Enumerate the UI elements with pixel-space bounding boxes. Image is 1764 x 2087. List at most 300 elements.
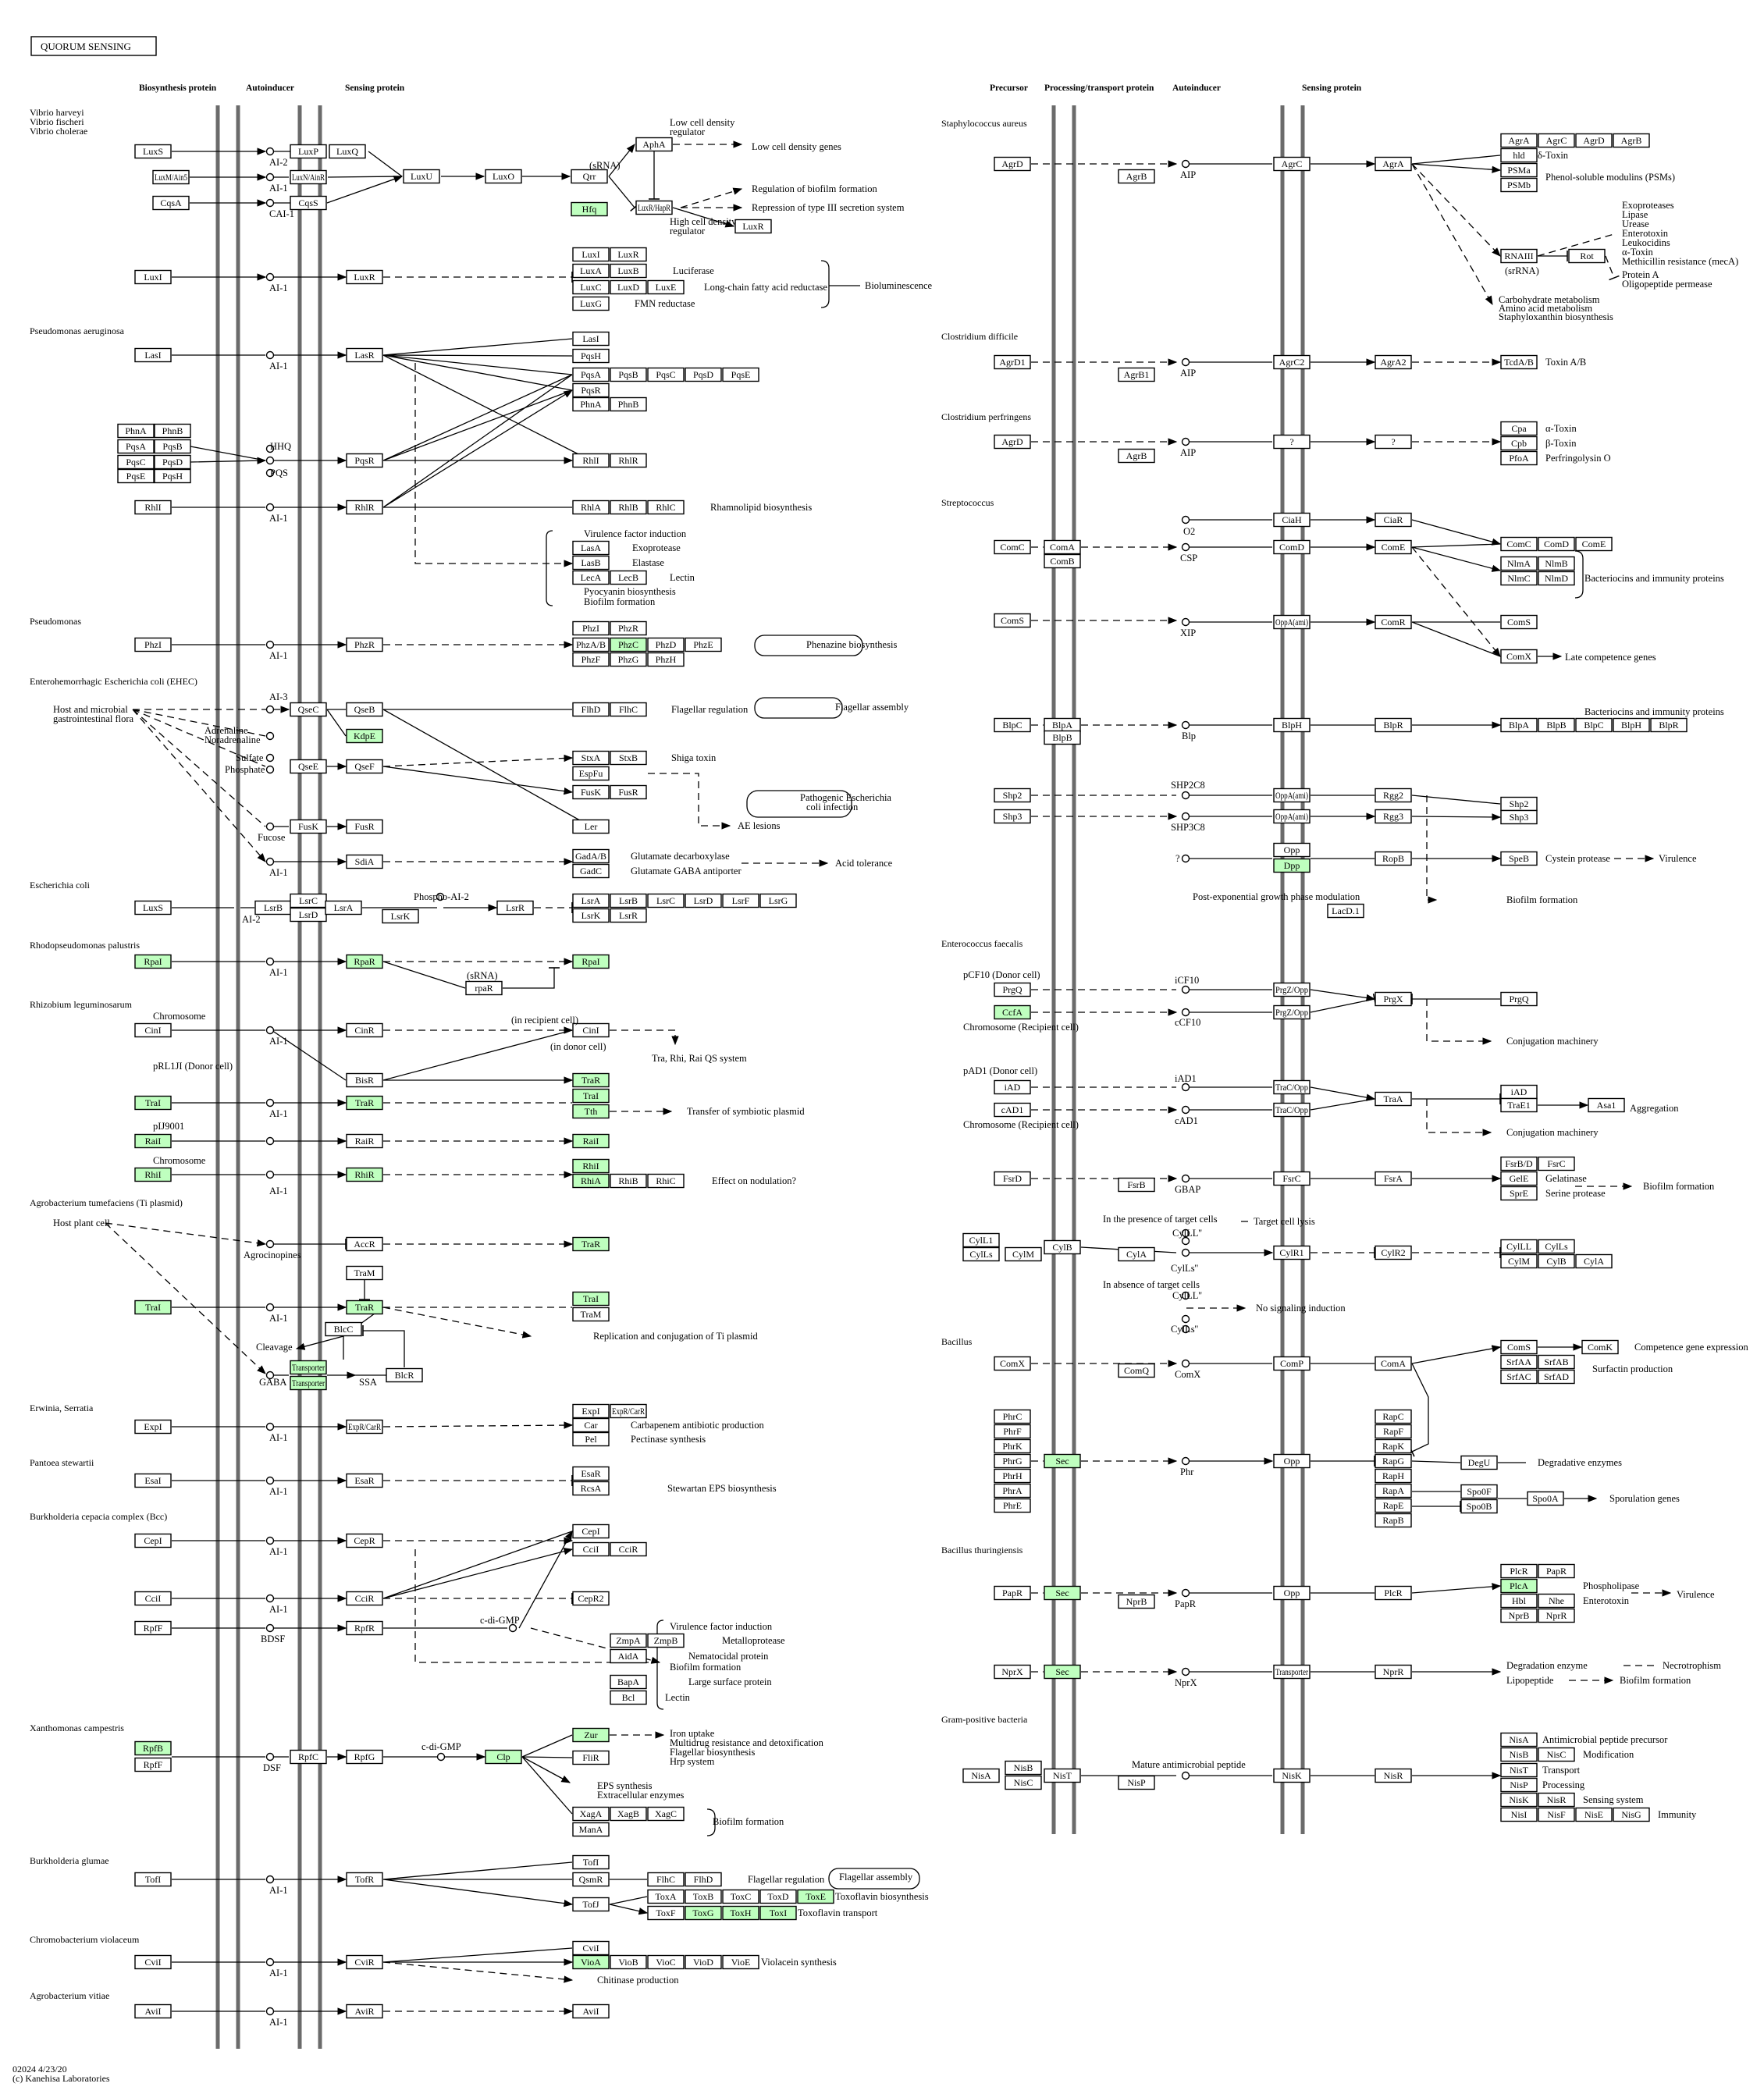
gene-box[interactable]: [347, 1267, 382, 1280]
gene-box[interactable]: [1613, 719, 1649, 732]
gene-box[interactable]: [610, 265, 646, 278]
gene-box[interactable]: [1375, 719, 1411, 732]
gene-box[interactable]: [573, 281, 609, 294]
gene-box[interactable]: [135, 349, 171, 362]
gene-box[interactable]: [573, 1482, 609, 1495]
gene-box[interactable]: [571, 170, 607, 183]
gene-box[interactable]: [1501, 719, 1537, 732]
gene-box[interactable]: [685, 894, 721, 908]
gene-box[interactable]: [404, 170, 439, 183]
gene-box[interactable]: [290, 703, 326, 716]
gene-box[interactable]: [1501, 1609, 1537, 1623]
gene-box[interactable]: [135, 2005, 171, 2018]
gene-box[interactable]: [1501, 993, 1537, 1006]
gene-box[interactable]: [610, 368, 646, 382]
gene-box[interactable]: [648, 501, 684, 514]
gene-box[interactable]: [1119, 1179, 1154, 1192]
gene-box[interactable]: [347, 1097, 382, 1110]
gene-box[interactable]: [347, 1592, 382, 1605]
gene-box[interactable]: [1274, 844, 1310, 857]
gene-box[interactable]: [994, 1470, 1030, 1483]
gene-box[interactable]: [573, 1160, 609, 1173]
gene-box[interactable]: [610, 501, 646, 514]
gene-box[interactable]: [1375, 1246, 1411, 1260]
gene-box[interactable]: [573, 1024, 609, 1037]
gene-box[interactable]: [573, 1808, 609, 1821]
gene-box[interactable]: [1613, 134, 1649, 148]
gene-box[interactable]: [610, 398, 646, 411]
gene-box[interactable]: [1119, 170, 1154, 183]
gene-box[interactable]: [573, 1292, 609, 1306]
gene-box[interactable]: [1501, 1086, 1537, 1099]
gene-box[interactable]: [347, 820, 382, 834]
gene-box[interactable]: [994, 1455, 1030, 1468]
gene-box[interactable]: [347, 1534, 382, 1548]
gene-box[interactable]: [1501, 1255, 1537, 1268]
gene-box[interactable]: [135, 1301, 171, 1314]
gene-box[interactable]: [155, 425, 190, 438]
gene-box[interactable]: [1501, 852, 1537, 866]
gene-box[interactable]: [573, 786, 609, 799]
gene-box[interactable]: [1501, 1240, 1537, 1253]
gene-box[interactable]: [994, 1006, 1030, 1019]
gene-box[interactable]: [685, 638, 721, 652]
gene-box[interactable]: [610, 571, 646, 585]
gene-box[interactable]: [573, 297, 609, 311]
gene-box[interactable]: [1501, 179, 1537, 192]
gene-box[interactable]: [386, 1369, 422, 1382]
gene-box[interactable]: [573, 1956, 609, 1969]
gene-box[interactable]: [573, 752, 609, 765]
gene-box[interactable]: [1375, 1357, 1411, 1371]
gene-box[interactable]: [1274, 1081, 1310, 1094]
gene-box[interactable]: [347, 638, 382, 652]
gene-box[interactable]: [648, 653, 684, 667]
gene-box[interactable]: [994, 614, 1030, 628]
gene-box[interactable]: [573, 865, 609, 878]
gene-box[interactable]: [723, 894, 759, 908]
gene-box[interactable]: [963, 1248, 999, 1261]
gene-box[interactable]: [1119, 450, 1154, 463]
gene-box[interactable]: [347, 1135, 382, 1148]
gene-box[interactable]: [648, 368, 684, 382]
gene-box[interactable]: [1501, 250, 1537, 263]
gene-box[interactable]: [1538, 572, 1574, 585]
gene-box[interactable]: [573, 909, 609, 923]
gene-box[interactable]: [347, 1474, 382, 1488]
gene-box[interactable]: [1375, 1093, 1411, 1106]
gene-box[interactable]: [994, 1357, 1030, 1371]
gene-box[interactable]: [1375, 1425, 1411, 1438]
gene-box[interactable]: [994, 158, 1030, 171]
gene-box[interactable]: [1501, 134, 1537, 148]
gene-box[interactable]: [1538, 719, 1574, 732]
gene-box[interactable]: [135, 271, 171, 284]
gene-box[interactable]: [135, 1474, 171, 1488]
gene-box[interactable]: [1375, 616, 1411, 629]
gene-box[interactable]: [135, 1742, 171, 1755]
gene-box[interactable]: [573, 1074, 609, 1087]
gene-box[interactable]: [382, 910, 418, 923]
gene-box[interactable]: [1274, 983, 1310, 997]
gene-box[interactable]: [610, 281, 646, 294]
gene-box[interactable]: [135, 1956, 171, 1969]
gene-box[interactable]: [735, 220, 771, 233]
gene-box[interactable]: [1501, 1733, 1537, 1747]
gene-box[interactable]: [135, 1168, 171, 1182]
gene-box[interactable]: [466, 982, 502, 995]
gene-box[interactable]: [573, 894, 609, 908]
gene-box[interactable]: [290, 1751, 326, 1764]
gene-box[interactable]: [760, 1907, 796, 1920]
gene-box[interactable]: [994, 541, 1030, 554]
gene-box[interactable]: [1119, 1776, 1154, 1790]
gene-box[interactable]: [573, 1090, 609, 1103]
gene-box[interactable]: [798, 1890, 834, 1904]
gene-box[interactable]: [573, 542, 609, 555]
gene-box[interactable]: [1501, 1371, 1537, 1384]
gene-box[interactable]: [573, 1405, 609, 1418]
gene-box[interactable]: [573, 955, 609, 969]
gene-box[interactable]: [1501, 437, 1537, 450]
gene-box[interactable]: [723, 1956, 759, 1969]
gene-box[interactable]: [347, 1074, 382, 1087]
gene-box[interactable]: [573, 1135, 609, 1148]
gene-box[interactable]: [573, 1175, 609, 1188]
gene-box[interactable]: [573, 1751, 609, 1765]
gene-box[interactable]: [1501, 452, 1537, 465]
gene-box[interactable]: [1538, 1240, 1574, 1253]
gene-box[interactable]: [1501, 1808, 1537, 1822]
gene-box[interactable]: [760, 894, 796, 908]
gene-box[interactable]: [153, 197, 189, 210]
gene-box[interactable]: [290, 760, 326, 773]
gene-box[interactable]: [636, 201, 672, 215]
gene-box[interactable]: [1375, 1455, 1411, 1468]
gene-box[interactable]: [573, 350, 609, 363]
gene-box[interactable]: [1501, 1099, 1537, 1112]
gene-box[interactable]: [1005, 1248, 1041, 1261]
gene-box[interactable]: [1274, 158, 1310, 171]
gene-box[interactable]: [685, 368, 721, 382]
gene-box[interactable]: [573, 1898, 609, 1911]
gene-box[interactable]: [347, 760, 382, 773]
gene-box[interactable]: [1538, 1565, 1574, 1578]
gene-box[interactable]: [347, 349, 382, 362]
gene-box[interactable]: [1375, 1587, 1411, 1600]
gene-box[interactable]: [573, 2005, 609, 2018]
gene-box[interactable]: [290, 908, 326, 922]
gene-box[interactable]: [610, 454, 646, 468]
gene-box[interactable]: [290, 1377, 326, 1390]
gene-box[interactable]: [1375, 356, 1411, 369]
gene-box[interactable]: [1274, 810, 1310, 823]
gene-box[interactable]: [573, 622, 609, 635]
gene-box[interactable]: [573, 398, 609, 411]
gene-box[interactable]: [347, 1420, 382, 1434]
gene-box[interactable]: [290, 197, 326, 210]
gene-box[interactable]: [648, 1873, 684, 1886]
gene-box[interactable]: [155, 456, 190, 469]
gene-box[interactable]: [1538, 1255, 1574, 1268]
gene-box[interactable]: [610, 909, 646, 923]
gene-box[interactable]: [1501, 1764, 1537, 1777]
gene-box[interactable]: [723, 368, 759, 382]
gene-box[interactable]: [1569, 250, 1605, 263]
gene-box[interactable]: [994, 436, 1030, 449]
gene-box[interactable]: [1274, 1769, 1310, 1783]
gene-box[interactable]: [155, 470, 190, 483]
gene-box[interactable]: [1044, 1587, 1080, 1600]
gene-box[interactable]: [347, 855, 382, 869]
gene-box[interactable]: [994, 1172, 1030, 1186]
gene-box[interactable]: [610, 786, 646, 799]
gene-box[interactable]: [573, 1873, 609, 1886]
gene-box[interactable]: [1501, 572, 1537, 585]
gene-box[interactable]: [1044, 1769, 1080, 1783]
gene-box[interactable]: [994, 789, 1030, 802]
gene-box[interactable]: [1274, 1006, 1310, 1019]
gene-box[interactable]: [1119, 1364, 1154, 1378]
gene-box[interactable]: [118, 470, 154, 483]
gene-box[interactable]: [1588, 1099, 1624, 1112]
gene-box[interactable]: [610, 1676, 646, 1689]
gene-box[interactable]: [573, 248, 609, 261]
gene-box[interactable]: [1274, 436, 1310, 449]
gene-box[interactable]: [135, 1135, 171, 1148]
gene-box[interactable]: [994, 1440, 1030, 1453]
gene-box[interactable]: [1375, 1440, 1411, 1453]
gene-box[interactable]: [573, 501, 609, 514]
gene-box[interactable]: [1274, 1666, 1310, 1679]
gene-box[interactable]: [1005, 1776, 1041, 1790]
gene-box[interactable]: [1375, 1499, 1411, 1513]
gene-box[interactable]: [1501, 1779, 1537, 1792]
gene-box[interactable]: [325, 901, 361, 915]
gene-box[interactable]: [573, 1238, 609, 1251]
gene-box[interactable]: [573, 1592, 609, 1605]
gene-box[interactable]: [1501, 538, 1537, 551]
gene-box[interactable]: [610, 1650, 646, 1663]
gene-box[interactable]: [994, 1410, 1030, 1424]
gene-box[interactable]: [1375, 1172, 1411, 1186]
gene-box[interactable]: [1274, 1246, 1310, 1260]
gene-box[interactable]: [1501, 616, 1537, 629]
gene-box[interactable]: [347, 271, 382, 284]
gene-box[interactable]: [1044, 719, 1080, 732]
gene-box[interactable]: [963, 1769, 999, 1783]
gene-box[interactable]: [994, 1484, 1030, 1498]
gene-box[interactable]: [497, 901, 533, 915]
gene-box[interactable]: [1501, 650, 1537, 663]
gene-box[interactable]: [1538, 1808, 1574, 1822]
gene-box[interactable]: [573, 1419, 609, 1432]
gene-box[interactable]: [573, 384, 609, 397]
gene-box[interactable]: [1527, 1492, 1563, 1506]
gene-box[interactable]: [135, 955, 171, 969]
gene-box[interactable]: [347, 1873, 382, 1886]
gene-box[interactable]: [1576, 719, 1612, 732]
gene-box[interactable]: [153, 171, 189, 184]
gene-box[interactable]: [610, 653, 646, 667]
gene-box[interactable]: [1613, 1808, 1649, 1822]
gene-box[interactable]: [135, 1592, 171, 1605]
gene-box[interactable]: [648, 281, 684, 294]
gene-box[interactable]: [573, 1856, 609, 1869]
gene-box[interactable]: [1582, 1341, 1618, 1354]
gene-box[interactable]: [573, 368, 609, 382]
gene-box[interactable]: [1274, 1455, 1310, 1468]
gene-box[interactable]: [485, 170, 521, 183]
gene-box[interactable]: [1538, 1748, 1574, 1762]
gene-box[interactable]: [1501, 1565, 1537, 1578]
gene-box[interactable]: [610, 894, 646, 908]
gene-box[interactable]: [1461, 1456, 1497, 1470]
gene-box[interactable]: [1538, 1595, 1574, 1608]
gene-box[interactable]: [610, 1808, 646, 1821]
gene-box[interactable]: [685, 1890, 721, 1904]
gene-box[interactable]: [1501, 1341, 1537, 1354]
gene-box[interactable]: [1274, 356, 1310, 369]
gene-box[interactable]: [1274, 1357, 1310, 1371]
gene-box[interactable]: [290, 145, 326, 158]
gene-box[interactable]: [1375, 1514, 1411, 1527]
gene-box[interactable]: [255, 901, 291, 915]
gene-box[interactable]: [573, 556, 609, 570]
gene-box[interactable]: [648, 1890, 684, 1904]
gene-box[interactable]: [1274, 1587, 1310, 1600]
gene-box[interactable]: [573, 1525, 609, 1538]
gene-box[interactable]: [573, 1729, 609, 1742]
gene-box[interactable]: [1119, 368, 1154, 382]
gene-box[interactable]: [994, 1666, 1030, 1679]
gene-box[interactable]: [1538, 1794, 1574, 1807]
gene-box[interactable]: [1461, 1500, 1497, 1513]
gene-box[interactable]: [1501, 1356, 1537, 1369]
gene-box[interactable]: [1501, 422, 1537, 436]
gene-box[interactable]: [347, 501, 382, 514]
gene-box[interactable]: [1501, 1157, 1537, 1171]
gene-box[interactable]: [610, 638, 646, 652]
gene-box[interactable]: [610, 703, 646, 716]
gene-box[interactable]: [135, 1873, 171, 1886]
gene-box[interactable]: [994, 1104, 1030, 1117]
gene-box[interactable]: [610, 248, 646, 261]
gene-box[interactable]: [648, 1907, 684, 1920]
gene-box[interactable]: [1005, 1762, 1041, 1775]
gene-box[interactable]: [1501, 149, 1537, 162]
gene-box[interactable]: [648, 1175, 684, 1188]
gene-box[interactable]: [1375, 810, 1411, 823]
gene-box[interactable]: [1375, 436, 1411, 449]
gene-box[interactable]: [347, 1168, 382, 1182]
gene-box[interactable]: [135, 1420, 171, 1434]
gene-box[interactable]: [1375, 852, 1411, 866]
gene-box[interactable]: [1538, 1609, 1574, 1623]
gene-box[interactable]: [573, 850, 609, 863]
gene-box[interactable]: [573, 332, 609, 346]
gene-box[interactable]: [290, 171, 326, 184]
gene-box[interactable]: [1375, 514, 1411, 527]
gene-box[interactable]: [290, 1361, 326, 1374]
gene-box[interactable]: [1538, 538, 1574, 551]
gene-box[interactable]: [347, 1751, 382, 1764]
gene-box[interactable]: [573, 820, 609, 834]
gene-box[interactable]: [325, 1323, 361, 1336]
gene-box[interactable]: [571, 203, 607, 216]
gene-box[interactable]: [118, 425, 154, 438]
gene-box[interactable]: [636, 138, 672, 151]
gene-box[interactable]: [610, 1691, 646, 1705]
gene-box[interactable]: [1501, 164, 1537, 177]
gene-box[interactable]: [347, 703, 382, 716]
gene-box[interactable]: [610, 1405, 646, 1418]
gene-box[interactable]: [1044, 541, 1080, 554]
gene-box[interactable]: [573, 571, 609, 585]
gene-box[interactable]: [290, 894, 326, 908]
gene-box[interactable]: [347, 1622, 382, 1635]
gene-box[interactable]: [685, 1907, 721, 1920]
gene-box[interactable]: [1044, 1241, 1080, 1254]
gene-box[interactable]: [1274, 859, 1310, 873]
gene-box[interactable]: [1274, 719, 1310, 732]
gene-box[interactable]: [1538, 134, 1574, 148]
gene-box[interactable]: [1044, 731, 1080, 745]
gene-box[interactable]: [648, 638, 684, 652]
gene-box[interactable]: [1651, 719, 1687, 732]
gene-box[interactable]: [135, 145, 171, 158]
gene-box[interactable]: [347, 955, 382, 969]
gene-box[interactable]: [994, 719, 1030, 732]
gene-box[interactable]: [347, 1301, 382, 1314]
gene-box[interactable]: [1501, 557, 1537, 571]
gene-box[interactable]: [723, 1907, 759, 1920]
gene-box[interactable]: [573, 265, 609, 278]
gene-box[interactable]: [963, 1234, 999, 1247]
gene-box[interactable]: [135, 1622, 171, 1635]
gene-box[interactable]: [1274, 514, 1310, 527]
gene-box[interactable]: [994, 983, 1030, 997]
gene-box[interactable]: [135, 1024, 171, 1037]
gene-box[interactable]: [1501, 811, 1537, 824]
gene-box[interactable]: [573, 1105, 609, 1118]
gene-box[interactable]: [1501, 1187, 1537, 1200]
gene-box[interactable]: [485, 1751, 521, 1764]
gene-box[interactable]: [347, 1238, 382, 1251]
gene-box[interactable]: [573, 1433, 609, 1446]
gene-box[interactable]: [155, 440, 190, 453]
gene-box[interactable]: [648, 1808, 684, 1821]
gene-box[interactable]: [135, 501, 171, 514]
gene-box[interactable]: [135, 1097, 171, 1110]
gene-box[interactable]: [994, 1587, 1030, 1600]
gene-box[interactable]: [347, 730, 382, 743]
gene-box[interactable]: [118, 440, 154, 453]
gene-box[interactable]: [610, 1634, 646, 1648]
gene-box[interactable]: [1119, 1248, 1154, 1261]
gene-box[interactable]: [1375, 1484, 1411, 1498]
gene-box[interactable]: [610, 752, 646, 765]
gene-box[interactable]: [1501, 356, 1537, 369]
gene-box[interactable]: [610, 1175, 646, 1188]
gene-box[interactable]: [347, 454, 382, 468]
gene-box[interactable]: [573, 1823, 609, 1836]
gene-box[interactable]: [1501, 1794, 1537, 1807]
gene-box[interactable]: [723, 1890, 759, 1904]
gene-box[interactable]: [1274, 616, 1310, 629]
gene-box[interactable]: [685, 1956, 721, 1969]
gene-box[interactable]: [994, 810, 1030, 823]
